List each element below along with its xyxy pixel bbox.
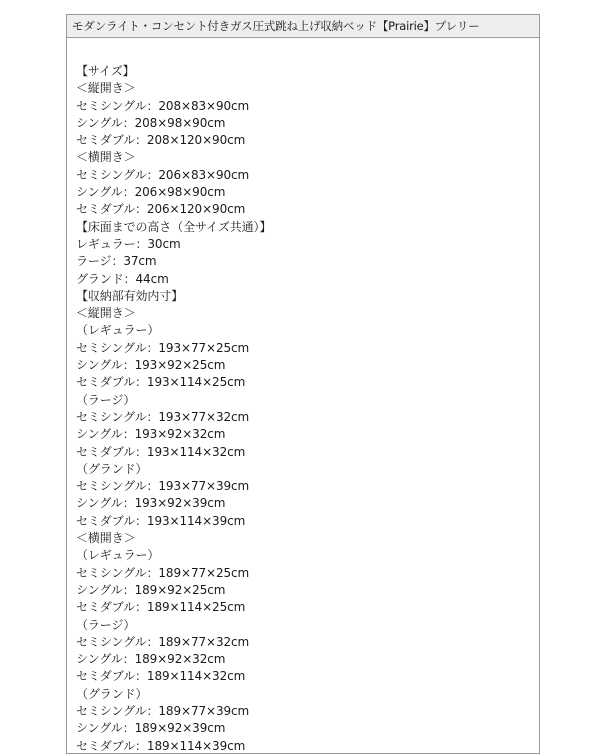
spec-line: （レギュラー） [76,323,160,338]
spec-line: グランド：44cm [76,271,169,286]
spec-list [67,38,539,755]
spec-line: （グランド） [76,686,148,701]
spec-line: （グランド） [76,461,148,476]
spec-line: ラージ：37cm [76,254,157,269]
spec-line: （ラージ） [76,617,136,632]
spec-line: シングル：206×98×90cm [76,185,226,200]
spec-line: レギュラー：30cm [76,236,181,251]
spec-line: セミシングル：193×77×25cm [76,340,250,355]
spec-line: シングル：208×98×90cm [76,115,226,130]
spec-line: セミダブル：189×114×39cm [76,738,246,753]
spec-line: （ラージ） [76,392,136,407]
spec-panel [66,14,540,754]
spec-line: シングル：193×92×25cm [76,358,226,373]
product-title: モダンライト・コンセント付きガス圧式跳ね上げ収納ベッド【Prairie】プレリー [67,15,539,38]
spec-line: セミシングル：189×77×25cm [76,565,250,580]
spec-line: セミダブル：206×120×90cm [76,202,246,217]
spec-line: （レギュラー） [76,548,160,563]
spec-line: セミシングル：193×77×39cm [76,479,250,494]
spec-line: セミシングル：189×77×32cm [76,634,250,649]
spec-line: シングル：189×92×25cm [76,582,226,597]
spec-line: シングル：193×92×32cm [76,427,226,442]
spec-line: シングル：189×92×32cm [76,652,226,667]
spec-line: ＜縦開き＞ [76,306,136,321]
spec-line: 【収納部有効内寸】 [76,288,184,303]
spec-line: シングル：189×92×39cm [76,721,226,736]
spec-line: セミダブル：193×114×39cm [76,513,246,528]
spec-line: 【サイズ】 [76,64,135,78]
spec-line: ＜横開き＞ [76,531,136,546]
spec-line: セミダブル：189×114×25cm [76,600,246,615]
spec-line: ＜横開き＞ [76,150,136,165]
spec-line: 【床面までの高さ（全サイズ共通）】 [76,219,272,234]
spec-line: セミダブル：193×114×32cm [76,444,246,459]
spec-line: セミシングル：189×77×39cm [76,703,250,718]
spec-line: セミダブル：208×120×90cm [76,133,246,148]
spec-line: ＜縦開き＞ [76,81,136,96]
spec-line: セミシングル：206×83×90cm [76,167,250,182]
spec-line: セミダブル：189×114×32cm [76,669,246,684]
spec-line: シングル：193×92×39cm [76,496,226,511]
spec-line: セミシングル：193×77×32cm [76,409,250,424]
spec-line: セミシングル：208×83×90cm [76,98,250,113]
spec-line: セミダブル：193×114×25cm [76,375,246,390]
